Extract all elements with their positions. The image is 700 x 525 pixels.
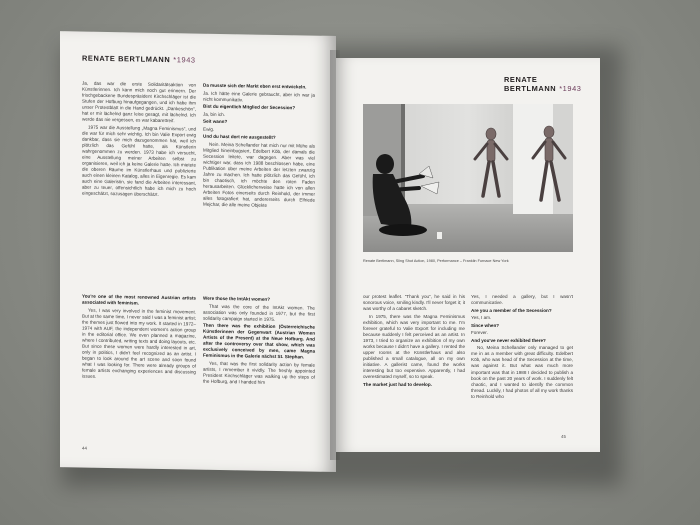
left-col2-bottom [203, 296, 315, 389]
right-running-head-name: RENATE BERTLMANN [504, 75, 557, 93]
performance-photo-image [363, 104, 573, 252]
body-paragraph: our protest leaflet. “Thank you”, he said in his sonorous voice, smiling kindly. I'll never forget it; it was worthy of a cabaret sketch. [363, 294, 465, 312]
body-paragraph: Yes, I needed a gallery, but I wasn't communicative. [471, 294, 573, 306]
left-col2-top [203, 83, 315, 212]
left-page [60, 31, 336, 472]
body-paragraph: Nein. Meina Schellander hat mich nur mit Mühe als Mitglied hineinbugsiert, Edelbert Köb, der damals die Secession leitete, war dagegen. Aber was viel wichtiger war, dass ich 1988 beschlossen habe, eine Publikation über meine Arbeiten der letzten zwanzig Jahre zu machen. Ich hatte plötzlich das Gefühl, ich bin chaotisch, ich möchte den roten Faden herausarbeiten. Glücklicherweise hatte ich von allen Arbeiten Fotos einerseits durch Reinhold, der immer alles fotografiert hat, andererseits durch Elfriede Mejchar, die alle meine Objekte [203, 141, 315, 209]
right-col1 [363, 294, 465, 389]
interview-question: And you've never exhibited there? [471, 337, 546, 343]
photo-caption: Renate Bertlmann, Sling Shot Action, 1980, Performance – Franklin Furnace New York [363, 259, 509, 263]
left-page-number: 44 [82, 445, 87, 451]
interview-question: Und du hast dort nie ausgestellt? [203, 134, 276, 141]
right-running-head-year: *1943 [559, 84, 582, 93]
body-paragraph: 1975 war die Ausstellung „Magna Feminismus", und die war für mich sehr wichtig. Ich bin Valie Export ewig dankbar, dass sie mich dazugenommen hat, weil ich plötzlich das Gefühl hatte, als Künstlerin wahrgenommen zu werden. 1973 habe ich versucht, eine Ausstellung meiner Arbeiten selbst zu organisieren, weil ich ja keine Galerie hatte. Ich mietete die oberen Räume im Künstlerhaus und publizierte auch einen kleinen Katalog, alles in Eigenregie. Es kam auch eine Galeristin, sie fand die Arbeiten interessant, aber zu teuer, offensichtlich habe ich mich zu hoch eingeschätzt, sozusagen überschätzt. [82, 124, 196, 198]
right-page-number: 45 [561, 434, 566, 439]
body-paragraph: Ja, bin ich. [203, 111, 225, 117]
body-paragraph: Ja. Ich hätte eine Galerie gebraucht, aber ich war ja nicht kommunikativ. [203, 90, 315, 102]
body-paragraph: Forever. [471, 330, 488, 336]
body-paragraph: Ewig. [203, 126, 215, 132]
body-paragraph: In 1975, there was the Magna Feminismus exhibition, which was very important to me. I'm forever grateful to Valie Export for including me because suddenly I felt perceived as an artist. In 1973, I tried to organize an exhibition of my own works because I didn't have a gallery. I rented the upper rooms at the Künstlerhaus and also published a small catalogue, all on my own initiative. A gallerist came, found the works interesting but too expensive. Apparently, I had overestimated myself, so to speak. [363, 313, 465, 380]
body-paragraph: That was the core of the IntAkt women. The association was only founded in 1977, but the first solidarity campaign started in 1975. [203, 303, 315, 322]
performance-photo [363, 104, 573, 252]
body-paragraph: Yes, I am. [471, 315, 492, 321]
interview-question: Bist du eigentlich Mitglied der Secession? [203, 103, 296, 111]
left-running-head [82, 54, 196, 65]
body-paragraph: Yes, I was very involved in the feminist movement. But at the same time, I never said I was a feminist artist; the themes just flowed into my work. It started in 1972–1974 with AUF, the independent women's action group in the editorial office. We even planned a magazine, where I contributed, writing texts and doing layouts, etc. But since these women were hardly interested in art, only in politics, I didn't feel recognized as an artist. I began to look around the art scene and soon found what I was looking for. There were already groups of female artists exchanging experiences and discussing issues. [82, 307, 196, 379]
right-col2 [471, 294, 573, 401]
interview-question: Were those the IntAkt women? [203, 295, 271, 302]
interview-question: Then there was the exhibition (Österreichische Künstlerinnen der Gegenwart (Austrian Women Artists of the Present) at the Neue Hofburg. And after the controversy over that show, which was exclusively conceived by men, came Magna Feminismus in the Galerie nächst St. Stephan. [203, 322, 315, 360]
left-col1-bottom [82, 294, 196, 384]
right-running-head [504, 75, 600, 93]
left-running-head-year: *1943 [173, 55, 196, 65]
right-page [336, 58, 600, 452]
body-paragraph: Ja, das war die erste Solidaritätsaktion von Künstlerinnen. Ich kann mich noch gut erinnern. Der frischgebackene Bundespräsident Kirchschläger ist die Stufen der Hofburg hinaufgegangen, und ich habe ihm unser Protestblatt in die Hand gedrückt. „Dankeschön", hat er mir lächelnd ganz leise gesagt, mit lächelnd. Ich werde das nie vergessen, es war kabarettreif. [82, 80, 196, 124]
interview-question: Seit wann? [203, 118, 228, 125]
left-col1-top [82, 81, 196, 201]
body-paragraph: Yes, that was the first solidarity action by female artists, I remember it vividly. The freshly appointed President Kirchschläger was walking up the steps of the Hofburg, and I handed him [203, 360, 315, 385]
interview-question: You're one of the most renowned Austrian artists associated with feminism. [82, 293, 196, 306]
left-running-head-name: RENATE BERTLMANN [82, 53, 171, 65]
interview-question: Are you a member of the Secession? [471, 307, 552, 313]
interview-question: The market just had to develop. [363, 381, 432, 387]
interview-question: Da musste sich der Markt eben erst entwickeln. [203, 82, 307, 90]
body-paragraph: No, Meina Schellander only managed to get me in as a member with great difficulty. Edelbert Köb, who was head of the Secession at the time, was against it. But what was much more important was that in 1988 I decided to publish a book on the past 20 years of work. I suddenly felt chaotic, and I wanted to identify the common thread. Luckily, I had photos of all my work thanks to Reinhold who [471, 345, 573, 399]
interview-question: Since when? [471, 322, 500, 328]
